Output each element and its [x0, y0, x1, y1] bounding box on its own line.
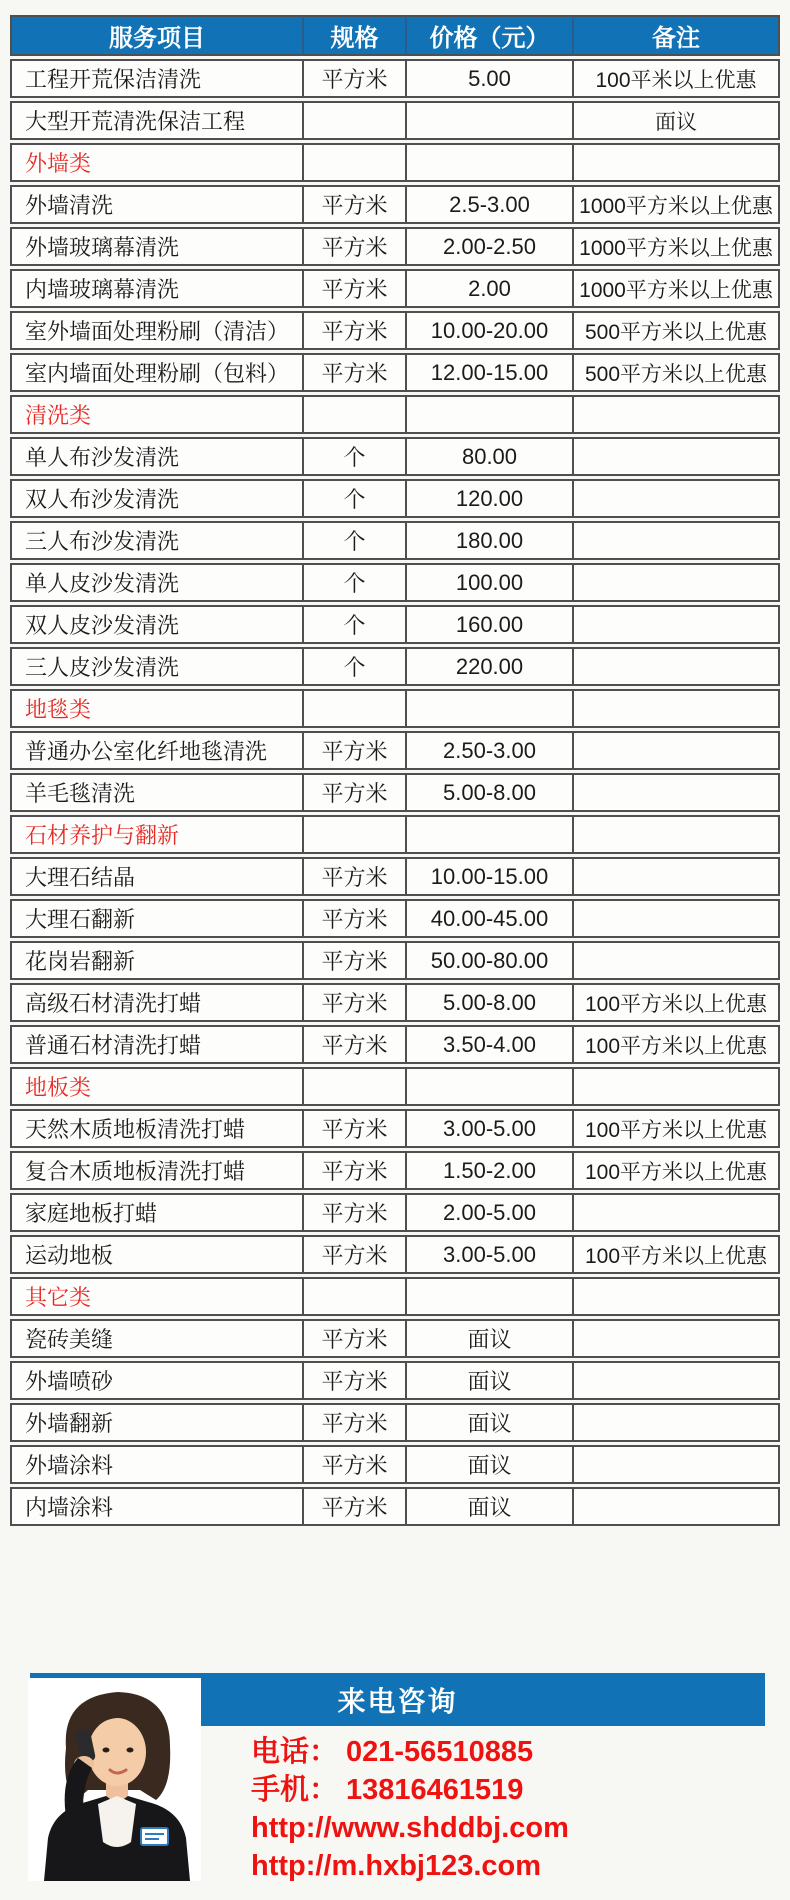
- table-row: [10, 563, 780, 602]
- cell-note: [574, 731, 780, 770]
- phone-line: [251, 1733, 569, 1771]
- cell-note: [574, 1445, 780, 1484]
- cell-note: [574, 773, 780, 812]
- table-row: [10, 353, 780, 392]
- cell-note: 100平米以上优惠: [574, 59, 780, 98]
- cell-spec: 平方米: [304, 983, 407, 1022]
- column-header: 服务项目: [10, 15, 304, 56]
- cell-service: 双人皮沙发清洗: [10, 605, 304, 644]
- cell-service: 单人皮沙发清洗: [10, 563, 304, 602]
- empty-cell: [407, 1277, 574, 1316]
- table-row: [10, 857, 780, 896]
- cell-spec: 个: [304, 563, 407, 602]
- contact-banner-title: 来电咨询: [337, 1685, 458, 1717]
- cell-price: 10.00-20.00: [407, 311, 574, 350]
- category-row: [10, 143, 780, 182]
- cell-price: 180.00: [407, 521, 574, 560]
- cell-note: 500平方米以上优惠: [574, 311, 780, 350]
- phone-label: 电话：: [251, 1736, 339, 1768]
- cell-price: 50.00-80.00: [407, 941, 574, 980]
- cell-price: 3.00-5.00: [407, 1235, 574, 1274]
- cell-service: 室外墙面处理粉刷（清洁）: [10, 311, 304, 350]
- column-header: 价格（元）: [407, 15, 574, 56]
- cell-note: [574, 563, 780, 602]
- category-label: 地毯类: [10, 689, 304, 728]
- table-row: [10, 1025, 780, 1064]
- cell-price: 3.50-4.00: [407, 1025, 574, 1064]
- customer-service-woman-illustration: [28, 1678, 201, 1881]
- cell-spec: 平方米: [304, 269, 407, 308]
- empty-cell: [574, 689, 780, 728]
- cell-service: 大理石翻新: [10, 899, 304, 938]
- cell-spec: 平方米: [304, 731, 407, 770]
- cell-note: [574, 1319, 780, 1358]
- cell-service: 内墙玻璃幕清洗: [10, 269, 304, 308]
- category-label: 石材养护与翻新: [10, 815, 304, 854]
- cell-spec: 平方米: [304, 353, 407, 392]
- cell-spec: 个: [304, 521, 407, 560]
- cell-note: 500平方米以上优惠: [574, 353, 780, 392]
- category-label: 地板类: [10, 1067, 304, 1106]
- cell-price: 12.00-15.00: [407, 353, 574, 392]
- column-header: 规格: [304, 15, 407, 56]
- category-row: [10, 815, 780, 854]
- cell-note: [574, 1361, 780, 1400]
- table-row: [10, 59, 780, 98]
- table-row: [10, 605, 780, 644]
- empty-cell: [304, 1067, 407, 1106]
- cell-spec: 平方米: [304, 1235, 407, 1274]
- agent-photo: [28, 1678, 201, 1881]
- cell-service: 普通石材清洗打蜡: [10, 1025, 304, 1064]
- cell-service: 三人皮沙发清洗: [10, 647, 304, 686]
- cell-spec: 个: [304, 437, 407, 476]
- cell-price: 5.00-8.00: [407, 983, 574, 1022]
- cell-service: 高级石材清洗打蜡: [10, 983, 304, 1022]
- table-row: [10, 647, 780, 686]
- empty-cell: [574, 1067, 780, 1106]
- table-row: [10, 899, 780, 938]
- empty-cell: [304, 689, 407, 728]
- cell-note: [574, 437, 780, 476]
- table-row: [10, 227, 780, 266]
- cell-price: 面议: [407, 1361, 574, 1400]
- cell-service: 大理石结晶: [10, 857, 304, 896]
- cell-spec: 平方米: [304, 1487, 407, 1526]
- cell-service: 外墙翻新: [10, 1403, 304, 1442]
- cell-spec: 平方米: [304, 1109, 407, 1148]
- cell-note: [574, 521, 780, 560]
- mobile-number: 13816461519: [346, 1774, 524, 1806]
- table-row: [10, 983, 780, 1022]
- cell-spec: [304, 101, 407, 140]
- cell-price: 2.00-5.00: [407, 1193, 574, 1232]
- cell-price: 面议: [407, 1403, 574, 1442]
- table-row: [10, 1109, 780, 1148]
- cell-note: 1000平方米以上优惠: [574, 269, 780, 308]
- cell-note: 面议: [574, 101, 780, 140]
- price-table: [10, 12, 780, 1529]
- cell-note: 1000平方米以上优惠: [574, 227, 780, 266]
- empty-cell: [407, 395, 574, 434]
- table-row: [10, 1151, 780, 1190]
- table-row: [10, 479, 780, 518]
- cell-service: 外墙清洗: [10, 185, 304, 224]
- table-row: [10, 1235, 780, 1274]
- cell-spec: 平方米: [304, 1361, 407, 1400]
- cell-service: 大型开荒清洗保洁工程: [10, 101, 304, 140]
- cell-service: 瓷砖美缝: [10, 1319, 304, 1358]
- cell-price: 2.5-3.00: [407, 185, 574, 224]
- empty-cell: [574, 1277, 780, 1316]
- cell-price: 面议: [407, 1319, 574, 1358]
- cell-price: 5.00: [407, 59, 574, 98]
- cell-service: 工程开荒保洁清洗: [10, 59, 304, 98]
- table-row: [10, 269, 780, 308]
- cell-service: 外墙喷砂: [10, 1361, 304, 1400]
- header-row: [10, 15, 780, 56]
- category-label: 清洗类: [10, 395, 304, 434]
- table-row: [10, 1487, 780, 1526]
- table-row: [10, 1361, 780, 1400]
- category-label: 外墙类: [10, 143, 304, 182]
- cell-service: 双人布沙发清洗: [10, 479, 304, 518]
- cell-note: [574, 479, 780, 518]
- cell-spec: 平方米: [304, 227, 407, 266]
- category-label: 其它类: [10, 1277, 304, 1316]
- cell-service: 外墙涂料: [10, 1445, 304, 1484]
- empty-cell: [304, 395, 407, 434]
- cell-price: 100.00: [407, 563, 574, 602]
- contact-section: [0, 1673, 790, 1900]
- cell-note: 1000平方米以上优惠: [574, 185, 780, 224]
- cell-service: 羊毛毯清洗: [10, 773, 304, 812]
- table-row: [10, 941, 780, 980]
- cell-spec: 个: [304, 605, 407, 644]
- table-row: [10, 521, 780, 560]
- cell-service: 花岗岩翻新: [10, 941, 304, 980]
- empty-cell: [574, 143, 780, 182]
- cell-note: [574, 1403, 780, 1442]
- cell-spec: 平方米: [304, 1151, 407, 1190]
- cell-note: 100平方米以上优惠: [574, 1109, 780, 1148]
- cell-price: 5.00-8.00: [407, 773, 574, 812]
- cell-service: 三人布沙发清洗: [10, 521, 304, 560]
- cell-price: 2.00: [407, 269, 574, 308]
- cell-price: 120.00: [407, 479, 574, 518]
- cell-price: 面议: [407, 1487, 574, 1526]
- cell-price: 2.50-3.00: [407, 731, 574, 770]
- table-row: [10, 101, 780, 140]
- cell-note: [574, 605, 780, 644]
- cell-spec: 平方米: [304, 1445, 407, 1484]
- cell-spec: 平方米: [304, 941, 407, 980]
- cell-spec: 平方米: [304, 1025, 407, 1064]
- empty-cell: [574, 815, 780, 854]
- contact-lines: [251, 1733, 569, 1885]
- cell-note: [574, 941, 780, 980]
- cell-note: [574, 899, 780, 938]
- empty-cell: [407, 689, 574, 728]
- column-header: 备注: [574, 15, 780, 56]
- cell-price: 80.00: [407, 437, 574, 476]
- mobile-line: [251, 1771, 569, 1809]
- cell-note: [574, 857, 780, 896]
- cell-note: [574, 1487, 780, 1526]
- table-row: [10, 1403, 780, 1442]
- cell-spec: 平方米: [304, 1193, 407, 1232]
- cell-service: 内墙涂料: [10, 1487, 304, 1526]
- cell-note: 100平方米以上优惠: [574, 1025, 780, 1064]
- cell-price: 220.00: [407, 647, 574, 686]
- cell-price: [407, 101, 574, 140]
- category-row: [10, 395, 780, 434]
- cell-spec: 平方米: [304, 899, 407, 938]
- empty-cell: [407, 143, 574, 182]
- cell-spec: 平方米: [304, 1403, 407, 1442]
- cell-service: 复合木质地板清洗打蜡: [10, 1151, 304, 1190]
- mobile-site-url: http://m.hxbj123.com: [251, 1850, 542, 1882]
- cell-spec: 平方米: [304, 857, 407, 896]
- cell-price: 1.50-2.00: [407, 1151, 574, 1190]
- empty-cell: [407, 815, 574, 854]
- cell-spec: 平方米: [304, 59, 407, 98]
- cell-price: 3.00-5.00: [407, 1109, 574, 1148]
- cell-service: 天然木质地板清洗打蜡: [10, 1109, 304, 1148]
- category-row: [10, 1067, 780, 1106]
- cell-note: 100平方米以上优惠: [574, 1151, 780, 1190]
- cell-price: 2.00-2.50: [407, 227, 574, 266]
- cell-note: 100平方米以上优惠: [574, 1235, 780, 1274]
- cell-note: [574, 647, 780, 686]
- website-url: http://www.shddbj.com: [251, 1812, 569, 1844]
- cell-service: 单人布沙发清洗: [10, 437, 304, 476]
- price-table-body: [10, 59, 780, 1526]
- cell-spec: 平方米: [304, 773, 407, 812]
- phone-number: 021-56510885: [346, 1736, 534, 1768]
- cell-spec: 平方米: [304, 185, 407, 224]
- category-row: [10, 1277, 780, 1316]
- cell-spec: 平方米: [304, 1319, 407, 1358]
- cell-service: 运动地板: [10, 1235, 304, 1274]
- category-row: [10, 689, 780, 728]
- cell-note: 100平方米以上优惠: [574, 983, 780, 1022]
- cell-price: 40.00-45.00: [407, 899, 574, 938]
- cell-service: 室内墙面处理粉刷（包料）: [10, 353, 304, 392]
- cell-price: 面议: [407, 1445, 574, 1484]
- table-row: [10, 1193, 780, 1232]
- cell-spec: 个: [304, 647, 407, 686]
- cell-service: 家庭地板打蜡: [10, 1193, 304, 1232]
- empty-cell: [574, 395, 780, 434]
- table-row: [10, 311, 780, 350]
- cell-note: [574, 1193, 780, 1232]
- mobile-label: 手机：: [251, 1774, 339, 1806]
- cell-price: 10.00-15.00: [407, 857, 574, 896]
- table-row: [10, 1319, 780, 1358]
- cell-service: 普通办公室化纤地毯清洗: [10, 731, 304, 770]
- table-row: [10, 185, 780, 224]
- cell-service: 外墙玻璃幕清洗: [10, 227, 304, 266]
- cell-spec: 个: [304, 479, 407, 518]
- empty-cell: [407, 1067, 574, 1106]
- empty-cell: [304, 815, 407, 854]
- cell-spec: 平方米: [304, 311, 407, 350]
- table-row: [10, 731, 780, 770]
- cell-price: 160.00: [407, 605, 574, 644]
- table-row: [10, 1445, 780, 1484]
- table-row: [10, 437, 780, 476]
- empty-cell: [304, 143, 407, 182]
- table-row: [10, 773, 780, 812]
- empty-cell: [304, 1277, 407, 1316]
